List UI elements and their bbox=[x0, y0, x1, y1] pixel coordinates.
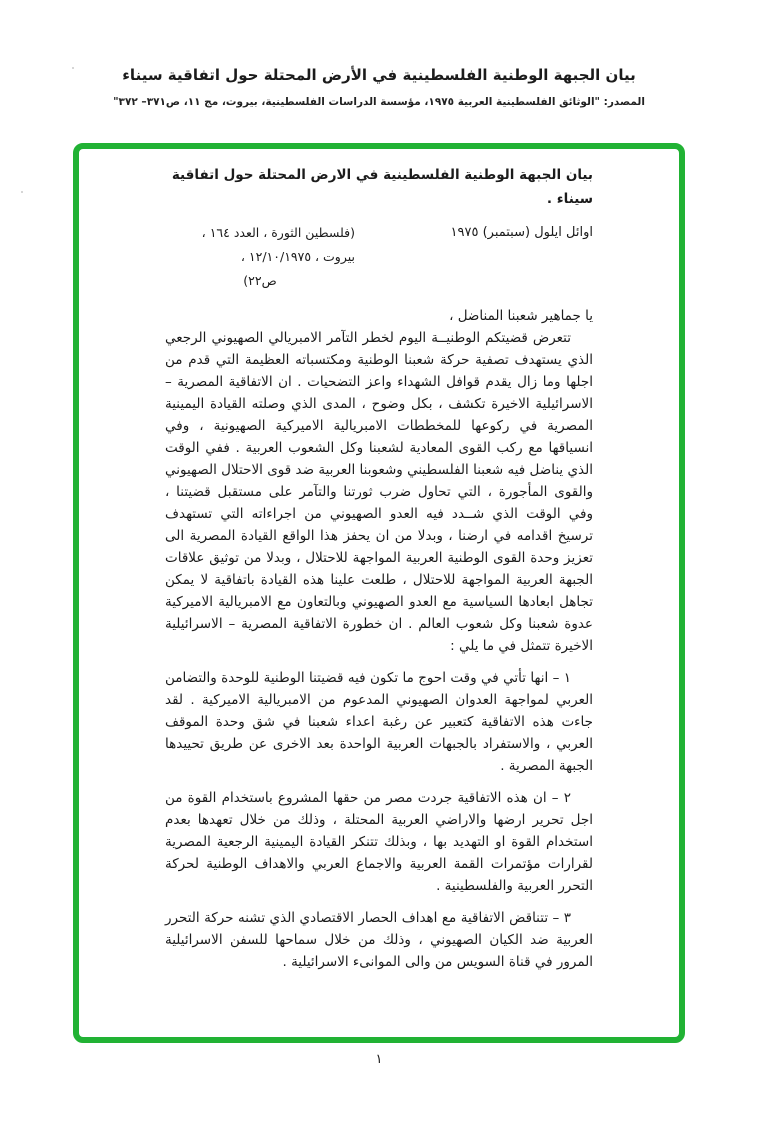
statement-paragraph-intro: تتعرض قضيتكم الوطنيــة اليوم لخطر التآمر الامبريالي الصهيوني الرجعي الذي يستهدف تصفية حركة شعبنا الوطنية ومكتسباته العظيمة التي قدم من اجلها وما زال يقدم قوافل الشهداء واعز التضحيات . ان الاتفاقية المصرية – الاسرائيلية الاخيرة تكشف ، بكل وضوح ، المدى الذي وصلته القيادة اليمينية المصرية في ركوعها للمخططات الامبريالية الاميركية الصهيونية ، وفي انسياقها مع ركب القوى المعادية لشعبنا وكل الشعوب العربية . ففي الوقت الذي يناضل فيه شعبنا الفلسطيني وشعوبنا العربية ضد قوى الاحتلال الصهيوني والقوى المأجورة ، التي تحاول ضرب ثورتنا والتآمر على مستقبل قضيتنا ، وفي الوقت الذي شــدد فيه العدو الصهيوني من اجراءاته التي تستهدف ترسيخ اقدامه في ارضنا ، وبدلا من ان يحفز هذا الواقع القيادة المصرية الى تعزيز وحدة القوى الوطنية العربية المواجهة للاحتلال ، وبدلا من توثيق علاقات الجبهة العربية المواجهة للاحتلال ، طلعت علينا هذه القيادة باتفاقية لا يمكن تجاهل ابعادها السياسية مع العدو الصهيوني وبالتعاون مع الامبريالية الاميركية عدوة شعبنا وكل شعوب العالم . ان خطورة الاتفاقية المصرية – الاسرائيلية الاخيرة تتمثل في ما يلي : bbox=[165, 330, 593, 654]
statement-item-2: ٢ – ان هذه الاتفاقية جردت مصر من حقها المشروع باستخدام القوة من اجل تحرير ارضها والاراضي العربية المحتلة ، وذلك من خلال تعهدها بعدم استخدام القوة او التهديد بها ، وبذلك تتنكر القيادة اليمينية الرجعية المصرية لقرارات مؤتمرات القمة العربية والاجماع العربي والاهداف الوطنية لحركة التحرر العربية والفلسطينية . bbox=[165, 790, 593, 894]
citation-line: بيروت ، ١٢/١٠/١٩٧٥ ، bbox=[240, 249, 355, 264]
scan-speck bbox=[72, 67, 74, 69]
statement-item-1: ١ – انها تأتي في وقت احوج ما تكون فيه قضيتنا الوطنية للوحدة والتضامن العربي لمواجهة العدوان الصهيوني المدعوم من الامبريالية الاميركية . لقد جاءت هذه الاتفاقية كتعبير عن رغبة اعداء شعبنا في شق وحدة الموقف العربي ، والاستفراد بالجبهات العربية الواحدة بعد الاخرى عن طريق تحييدها الجبهة المصرية . bbox=[165, 670, 593, 774]
date-row bbox=[165, 221, 593, 293]
publication-citation bbox=[165, 221, 355, 293]
salutation: يا جماهير شعبنا المناضل ، bbox=[449, 308, 593, 324]
statement-item-3: ٣ – تتناقض الاتفاقية مع اهداف الحصار الاقتصادي الذي تشنه حركة التحرر العربية ضد الكيان الصهيوني ، وذلك من خلال سماحها للسفن الاسرائيلية المرور في قناة السويس من والى الموانىء الاسرائيلية . bbox=[165, 910, 593, 970]
page-number: ١ bbox=[375, 1052, 383, 1067]
page-title: بيان الجبهة الوطنية الفلسطينية في الأرض المحتلة حول اتفاقية سيناء bbox=[122, 66, 636, 84]
document-date: اوائل ايلول (سبتمبر) ١٩٧٥ bbox=[450, 225, 593, 240]
scan-speck bbox=[21, 191, 23, 193]
document-frame bbox=[73, 143, 685, 1043]
citation-line: ص٢٢) bbox=[243, 273, 277, 288]
source-citation: المصدر: "الوثائق الفلسطينية العربية ١٩٧٥، مؤسسة الدراسات الفلسطينية، بيروت، مج ١١، ص٣٧١– ٣٧٢" bbox=[113, 96, 645, 108]
citation-line: (فلسطين الثورة ، العدد ١٦٤ ، bbox=[201, 225, 355, 240]
document-heading: بيان الجبهة الوطنية الفلسطينية في الارض المحتلة حول اتفاقية سيناء . bbox=[171, 167, 593, 207]
